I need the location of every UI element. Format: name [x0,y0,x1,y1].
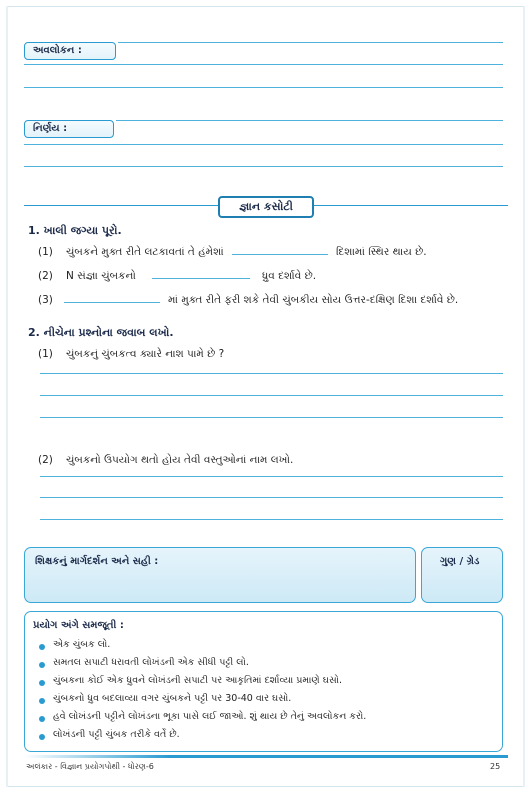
observation-line[interactable] [24,87,503,88]
answer-line[interactable] [40,417,503,418]
q1-item-num: (3) [38,294,53,306]
q1-item-text: ચુંબકને મુક્ત રીતે લટકાવતાં તે હંમેશાં [66,246,224,258]
observation-line[interactable] [24,64,503,65]
q1-item-num: (2) [38,270,53,282]
bullet-icon [39,680,45,686]
experiment-point: એક ચુંબક લો. [53,639,111,650]
bullet-icon [39,698,45,704]
q1-item-text: દિશામાં સ્થિર થાય છે. [336,246,427,258]
q2-item-num: (1) [38,348,53,360]
teacher-guidance-box[interactable] [24,547,416,603]
bullet-icon [39,734,45,740]
q1-blank[interactable] [64,302,160,303]
bullet-icon [39,644,45,650]
answer-line[interactable] [40,476,503,477]
q2-heading: 2. નીચેના પ્રશ્નોના જવાબ લખો. [28,326,174,339]
bullet-icon [39,662,45,668]
observation-label: અવલોકન : [24,42,116,60]
q1-blank[interactable] [232,254,328,255]
answer-line[interactable] [40,497,503,498]
experiment-point: ચુંબકના કોઈ એક ધ્રુવને લોખંડની સપાટી પર આકૃતિમાં દર્શાવ્યા પ્રમાણે ઘસો. [53,675,343,686]
experiment-title: પ્રયોગ અંગે સમજૂતી : [33,620,124,631]
page-number: 25 [490,762,501,771]
q1-item-text: માં મુક્ત રીતે ફરી શકે તેવી ચુંબકીય સોય ઉત્તર-દક્ષિણ દિશા દર્શાવે છે. [168,294,459,306]
grade-box[interactable] [421,547,503,603]
bullet-icon [39,716,45,722]
experiment-explanation-box [24,611,503,752]
section-title: જ્ઞાન કસોટી [218,196,314,218]
q1-item-num: (1) [38,246,53,258]
conclusion-line[interactable] [24,166,503,167]
experiment-point: લોખંડની પટ્ટી ચુંબક તરીકે વર્તે છે. [53,729,180,740]
q1-item-text: N સંજ્ઞા ચુંબકનો [66,270,136,282]
q2-item-text: ચુંબકનું ચુંબકત્વ ક્યારે નાશ પામે છે ? [66,348,225,360]
conclusion-label: નિર્ણય : [24,120,114,138]
q2-item-num: (2) [38,454,53,466]
experiment-point: હવે લોખંડની પટ્ટીને લોખંડના ભૂકા પાસે લઈ જાઓ. શું થાય છે તેનું અવલોકન કરો. [53,711,367,722]
answer-line[interactable] [40,373,503,374]
right-margin-rule [523,6,525,787]
observation-line[interactable] [118,42,503,43]
experiment-point: ચુંબકનો ધ્રુવ બદલાવ્યા વગર ચુંબકને પટ્ટી પર 30-40 વાર ઘસો. [53,693,292,704]
q1-item-text: ધ્રુવ દર્શાવે છે. [262,270,317,282]
q2-item-text: ચુંબકનો ઉપયોગ થતો હોય તેવી વસ્તુઓનાં નામ લખો. [66,454,294,466]
experiment-point: સમતલ સપાટી ધરાવતી લોખંડની એક સીધી પટ્ટી લો. [53,657,249,668]
q1-heading: 1. ખાલી જગ્યા પૂરો. [28,224,122,237]
answer-line[interactable] [40,519,503,520]
footer-rule [24,755,508,758]
conclusion-line[interactable] [24,144,503,145]
answer-line[interactable] [40,395,503,396]
left-margin-rule [6,6,8,787]
grade-label: ગુણ / ગ્રેડ [440,556,480,567]
footer-book-title: અલંકાર - વિજ્ઞાન પ્રયોગપોથી - ધોરણ-6 [26,762,154,771]
teacher-guidance-label: શિક્ષકનું માર્ગદર્શન અને સહી : [35,556,159,567]
conclusion-line[interactable] [116,120,503,121]
q1-blank[interactable] [152,278,250,279]
